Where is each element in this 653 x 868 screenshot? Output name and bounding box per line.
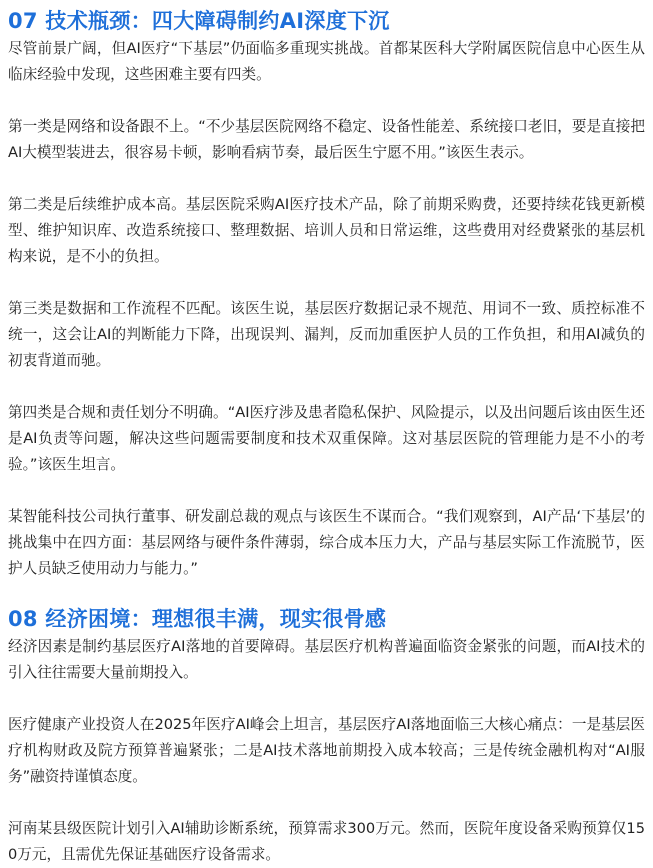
section-08 bbox=[8, 604, 645, 868]
paragraph-gap bbox=[8, 686, 645, 712]
paragraph: 第三类是数据和工作流程不匹配。该医生说，基层医疗数据记录不规范、用词不一致、质控标准不统一，这会让AI的判断能力下降，出现误判、漏判，反而加重医护人员的工作负担，和用AI减负的初衷背道而驰。 bbox=[8, 300, 645, 369]
paragraph-gap bbox=[8, 88, 645, 114]
paragraph: 第四类是合规和责任划分不明确。“AI医疗涉及患者隐私保护、风险提示，以及出问题后该由医生还是AI负责等问题，解决这些问题需要制度和技术双重保障。这对基层医院的管理能力是不小的考验。”该医生坦言。 bbox=[8, 404, 645, 473]
paragraph-gap bbox=[8, 478, 645, 504]
paragraph: 第一类是网络和设备跟不上。“不少基层医院网络不稳定、设备性能差、系统接口老旧，要是直接把AI大模型装进去，很容易卡顿，影响看病节奏，最后医生宁愿不用。”该医生表示。 bbox=[8, 118, 645, 161]
section-title: 08 经济困境：理想很丰满，现实很骨感 bbox=[8, 607, 387, 631]
paragraph-gap bbox=[8, 166, 645, 192]
section-07 bbox=[8, 6, 645, 582]
paragraph: 河南某县级医院计划引入AI辅助诊断系统，预算需求300万元。然而，医院年度设备采购预算仅150万元，且需优先保证基础医疗设备需求。 bbox=[8, 820, 645, 863]
paragraph-gap bbox=[8, 790, 645, 816]
paragraph: 尽管前景广阔，但AI医疗“下基层”仍面临多重现实挑战。首都某医科大学附属医院信息中心医生从临床经验中发现，这些困难主要有四类。 bbox=[8, 40, 645, 83]
paragraph: 某智能科技公司执行董事、研发副总裁的观点与该医生不谋而合。“我们观察到，AI产品‘下基层’的挑战集中在四方面：基层网络与硬件条件薄弱，综合成本压力大，产品与基层实际工作流脱节，医护人员缺乏使用动力与能力。” bbox=[8, 508, 645, 577]
paragraph-gap bbox=[8, 374, 645, 400]
paragraph: 第二类是后续维护成本高。基层医院采购AI医疗技术产品，除了前期采购费，还要持续花钱更新模型、维护知识库、改造系统接口、整理数据、培训人员和日常运维，这些费用对经费紧张的基层机构来说，是不小的负担。 bbox=[8, 196, 645, 265]
paragraph: 医疗健康产业投资人在2025年医疗AI峰会上坦言，基层医疗AI落地面临三大核心痛点：一是基层医疗机构财政及院方预算普遍紧张；二是AI技术落地前期投入成本较高；三是传统金融机构对“AI服务”融资持谨慎态度。 bbox=[8, 716, 645, 785]
paragraph: 经济因素是制约基层医疗AI落地的首要障碍。基层医疗机构普遍面临资金紧张的问题，而AI技术的引入往往需要大量前期投入。 bbox=[8, 638, 645, 681]
section-title: 07 技术瓶颈：四大障碍制约AI深度下沉 bbox=[8, 9, 390, 33]
paragraph-gap bbox=[8, 270, 645, 296]
